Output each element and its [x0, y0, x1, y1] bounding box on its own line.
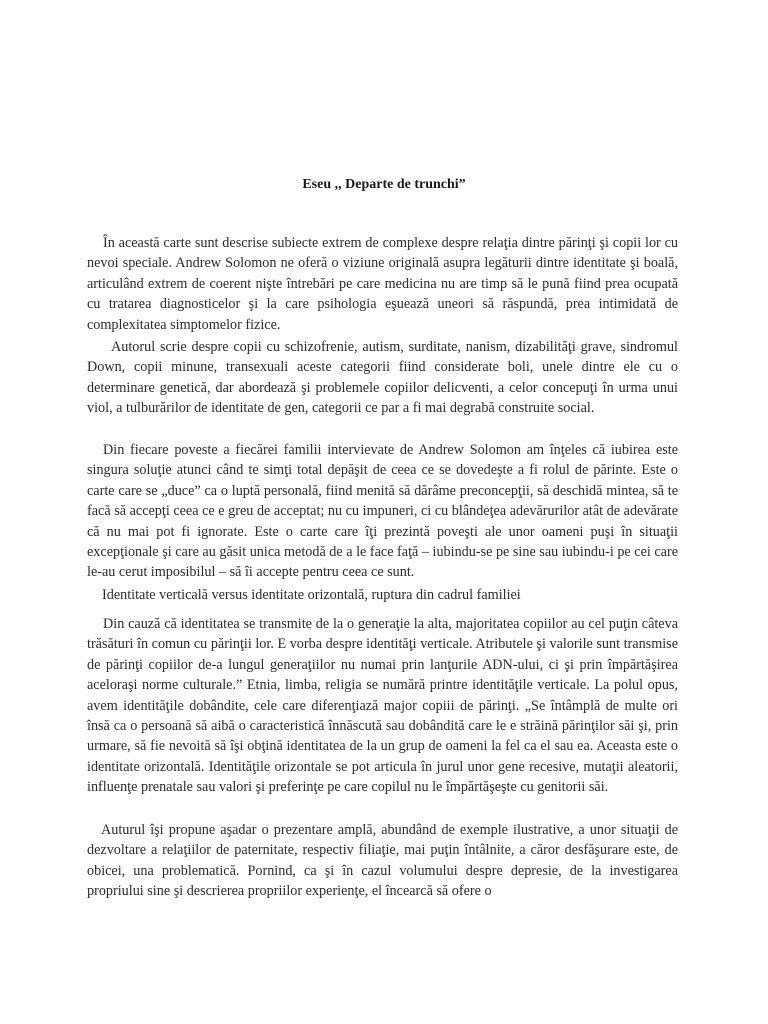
paragraph-author: Auturul îşi propune aşadar o prezentare amplă, abundând de exemple ilustrative, a unor situaţii de dezvoltare a relaţiilor de paternitate, respectiv filiaţie, mai puţin întâlnite, a căror desfăşurare este, de obicei, una problematică. Pornind, ca şi în cazul volumului despre depresie, de la investigarea propriului sine şi descrierea propriilor experienţe, el încearcă să ofere o — [87, 822, 678, 900]
paragraph-identity: Din cauză că identitatea se transmite de la o generaţie la alta, majoritatea copiilor au cel puţin câteva trăsături în comun cu părinţii lor. E vorba despre identităţi verticale. Atributele şi valorile sunt transmise de părinţi copiilor de-a lungul generaţiilor nu numai prin lanţurile ADN-ului, ci şi prin împărtăşirea aceloraşi norme culturale.” Etnia, limba, religia se numără printre identităţile verticale. La polul opus, avem identităţile dobândite, cele care diferenţiază major copiii de părinţi. „Se întâmplă de multe ori însă ca o persoană să aibă o caracteristică înnăscută sau dobândită care le e străină părinţilor săi şi, prin urmare, să fie nevoită să îşi obţină identitatea de la un grup de oameni la fel ca el sau ea. Aceasta este o identitate orizontală. Identităţile orizontale se pot articula în jurul unor gene recesive, mutaţii aleatorii, influenţe prenatale sau valori şi preferinţe pe care copilul nu le împărtăşeşte cu genitorii săi. — [87, 616, 678, 796]
section-subheading: Identitate verticală versus identitate orizontală, ruptura din cadrul familiei — [102, 587, 521, 603]
paragraph-intro: În această carte sunt descrise subiecte extrem de complexe despre relaţia dintre părinţi şi copii lor cu nevoi speciale. Andrew Solomon ne oferă o viziune originală asupra legăturii dintre identitate şi boală, articulând extrem de coerent nişte întrebări pe care medicina nu are timp să le pună fiind prea ocupată cu tratarea diagnosticelor şi la care psihologia eşuează uneori să răspundă, prea intimidată de complexitatea simptomelor fizice. — [87, 235, 678, 333]
paragraph-stories: Din fiecare poveste a fiecărei familii intervievate de Andrew Solomon am înţeles că iubirea este singura soluţie atunci când te simţi total depăşit de ceea ce se dovedeşte a fi rolul de părinte. Este o carte care se „duce” ca o luptă personală, fiind menită să dărâme preconcepţii, să deschidă mintea, să te facă să accepţi ceea ce e greu de acceptat; nu cu impuneri, ci cu blândeţea adevărurilor atât de adevărate că nu mai pot fi ignorate. Este o carte care îţi prezintă poveşti ale unor oameni puşi în situaţii excepţionale şi care au găsit unica metodă de a le face faţă – iubindu-se pe sine sau iubindu-i pe cei care le-au cerut imposibilul – să îi accepte pentru ceea ce sunt. — [87, 442, 678, 581]
document-title: Eseu ,, Departe de trunchi” — [302, 177, 466, 192]
paragraph-topics: Autorul scrie despre copii cu schizofrenie, autism, surditate, nanism, dizabilităţi grave, sindromul Down, copii minune, transexuali aceste categorii fiind considerate boli, unele dintre ele cu o determinare genetică, dar abordează şi problemele copiilor delicventi, a celor concepuţi în urma unui viol, a tulburărilor de identitate de gen, categorii ce par a fi mai degrabă construite social. — [87, 339, 678, 417]
